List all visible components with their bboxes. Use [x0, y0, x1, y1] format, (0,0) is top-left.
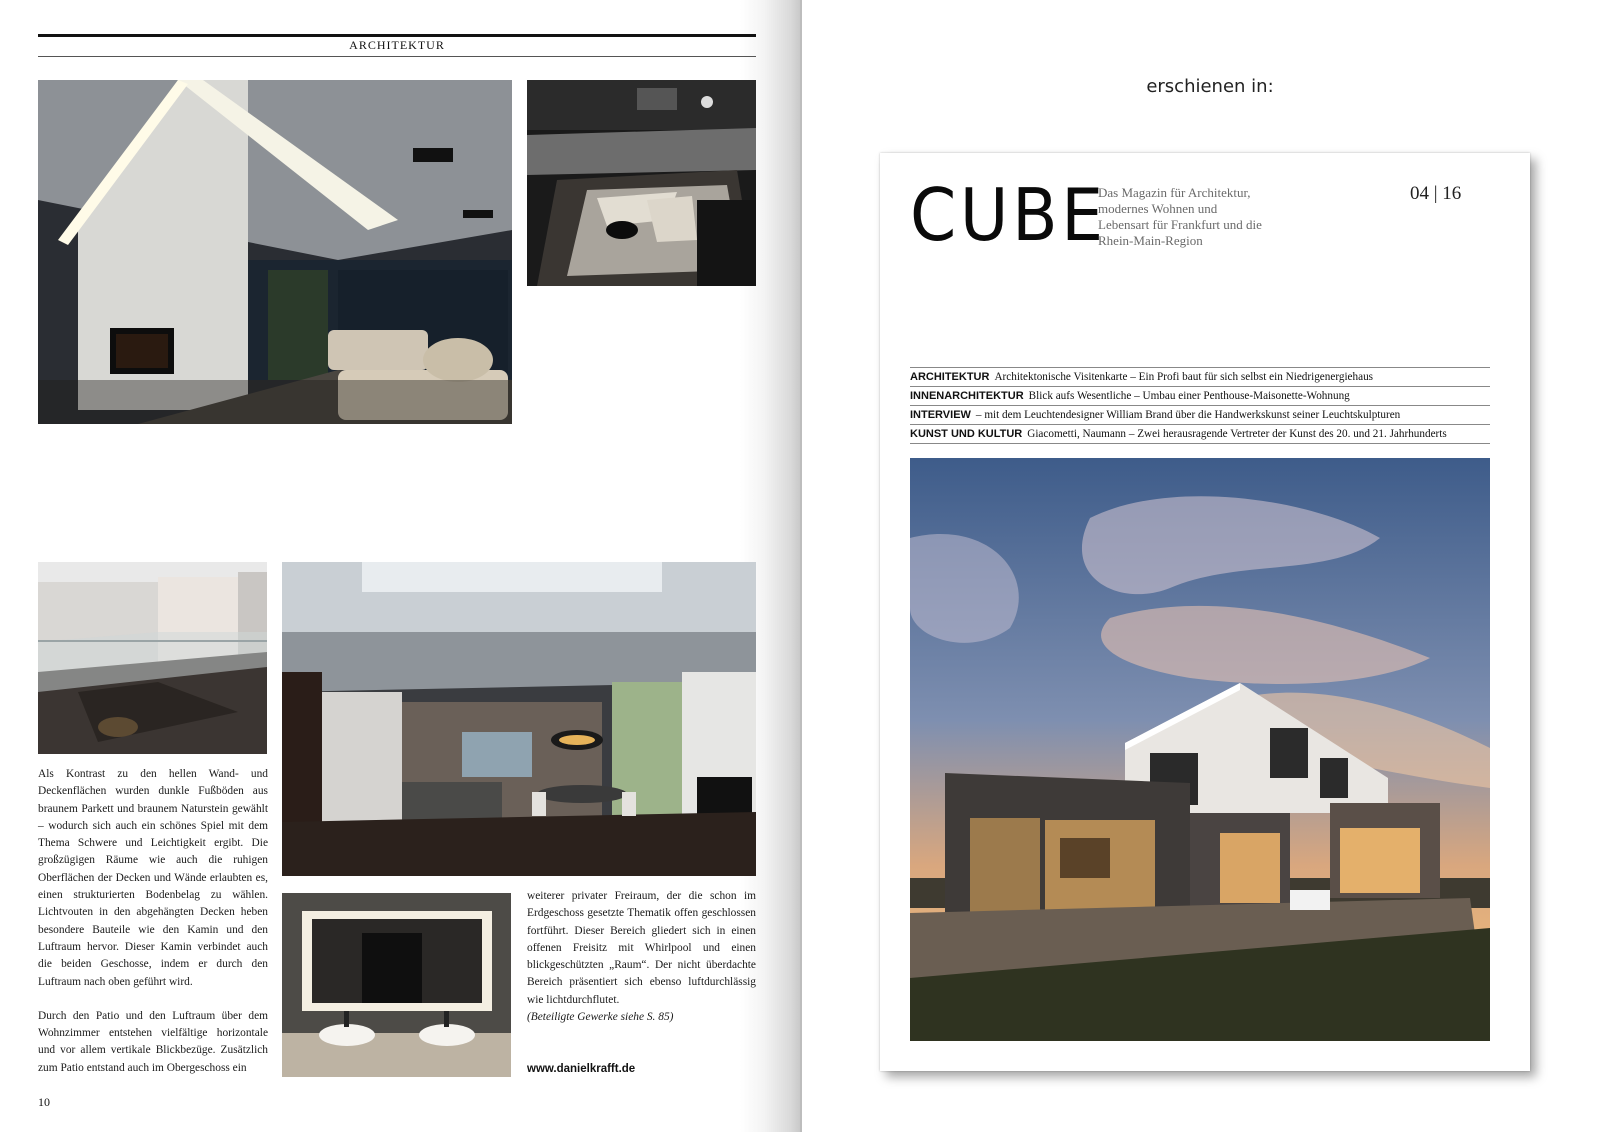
toc-text: Blick aufs Wesentliche – Umbau einer Penthouse-Maisonette-Wohnung: [1028, 390, 1350, 402]
toc-row: [910, 405, 1490, 425]
toc-text: – mit dem Leuchtendesigner William Brand über die Handwerkskunst seiner Leuchtskulpturen: [975, 409, 1401, 421]
page-edge: [800, 0, 802, 1132]
toc-bottom-rule: [910, 443, 1490, 444]
magazine-cover: [880, 153, 1530, 1071]
toc-text: Architektonische Visitenkarte – Ein Profi baut für sich selbst ein Niedrigenergiehaus: [994, 371, 1374, 383]
credits-note: (Beteiligte Gewerke siehe S. 85): [527, 1011, 674, 1024]
photo-bathroom: [282, 893, 511, 1077]
header-rule-bottom: [38, 56, 756, 57]
website-link[interactable]: www.danielkrafft.de: [527, 1063, 636, 1075]
page-number: 10: [38, 1095, 50, 1109]
published-in-label: erschienen in:: [1146, 76, 1274, 97]
toc-text: Giacometti, Naumann – Zwei herausragende Vertreter der Kunst des 20. und 21. Jahrhunderts: [1027, 428, 1447, 440]
toc-key: ARCHITEKTUR: [910, 371, 990, 383]
toc-key: KUNST UND KULTUR: [910, 428, 1023, 440]
body-paragraph-3: weiterer privater Freiraum, der die schon im Erdgeschoss gesetzte Thematik offen geschlossen fortführt. Dieser Bereich gliedert sich in einen offenen Freisitz mit Whirlpool und einen blickgeschützten „Raum“. Der nicht überdachte Bereich präsentiert sich ebenso luftdurchlässig wie lichtdurchflutet.: [527, 890, 756, 1006]
cover-photo-house: [910, 458, 1490, 1041]
header-rule-top: [38, 34, 756, 37]
section-title: ARCHITEKTUR: [349, 38, 445, 52]
toc-row: [910, 424, 1490, 444]
photo-gallery-railing: [38, 562, 267, 754]
toc-key: INNENARCHITEKTUR: [910, 390, 1024, 402]
photo-living-room: [38, 80, 512, 424]
toc-row: [910, 386, 1490, 406]
issue-number: 04 | 16: [1410, 183, 1462, 204]
magazine-tagline: Das Magazin für Architektur, modernes Wohnen und Lebensart für Frankfurt und die Rhein-Main-Region: [1098, 185, 1262, 248]
photo-overhead-lounge: [527, 80, 756, 286]
body-column-left: [38, 766, 268, 1077]
body-paragraph-1: Als Kontrast zu den hellen Wand- und Deckenflächen wurden dunkle Fußböden aus braunem Parkett und braunem Naturstein gewählt – wodurch sich auch ein schönes Spiel mit dem Thema Schwere und Leichtigkeit ergibt. Die großzügigen Räume wie auch die ruhigen Oberflächen der Decken und Wände erlaubten es, einen strukturierten Bodenbelag zu wählen. Lichtvouten in den abgehängten Decken heben besondere Bauteile wie den Kamin und den Luftraum hervor. Dieser Kamin verbindet auch die beiden Geschosse, indem er durch den Luftraum nach oben geführt wird.: [38, 768, 268, 988]
body-column-right: [527, 888, 756, 1026]
toc-row: [910, 367, 1490, 387]
body-paragraph-2: Durch den Patio und den Luftraum über dem Wohnzimmer entstehen vielfältige horizontale und vor allem vertikale Blickbezüge. Zusätzlich zum Patio entstand auch im Obergeschoss ein: [38, 1009, 268, 1074]
magazine-logo: CUBE: [910, 173, 1107, 257]
photo-kitchen-dining: [282, 562, 756, 876]
toc-key: INTERVIEW: [910, 409, 971, 421]
